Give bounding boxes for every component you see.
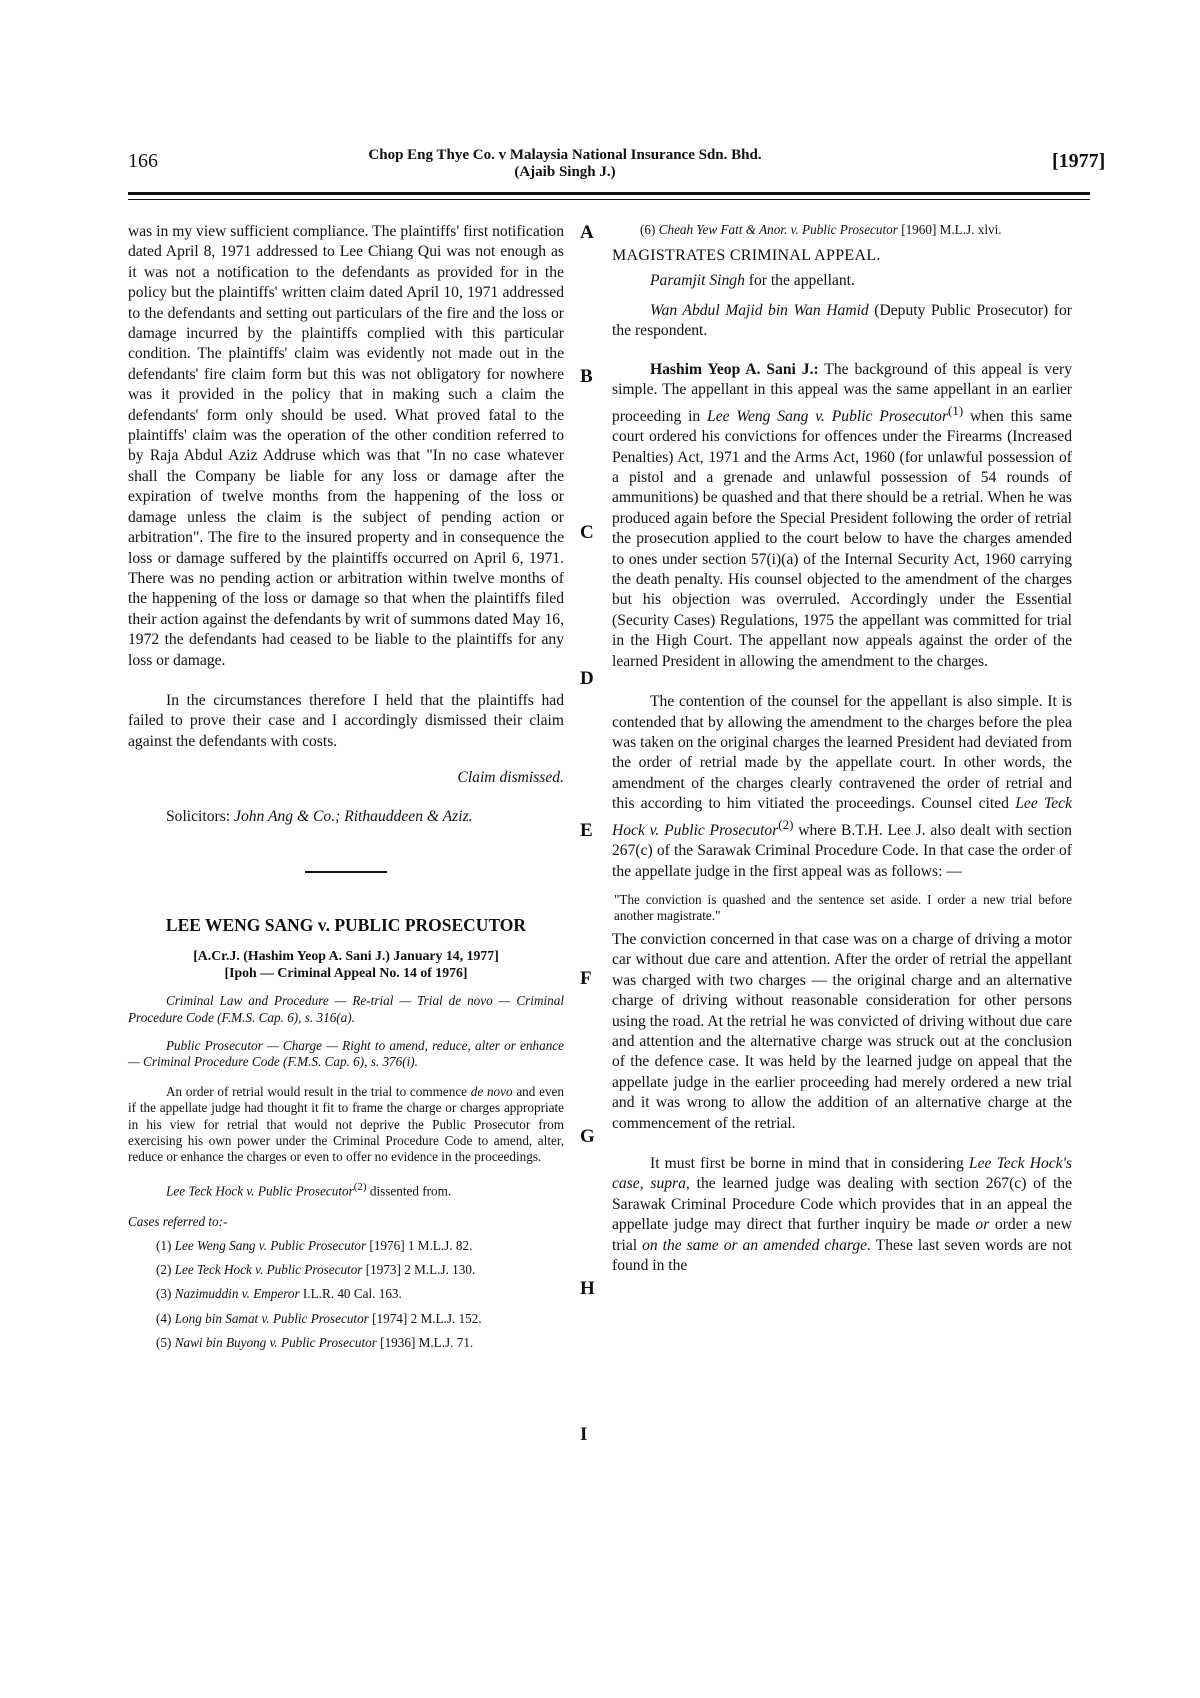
claim-dismissed: Claim dismissed.	[457, 769, 564, 787]
margin-letter-d: D	[580, 668, 594, 689]
counsel-respondent	[612, 301, 1072, 342]
list-item	[128, 1262, 564, 1278]
judgment-paragraph: In the circumstances therefore I held that the plaintiffs had failed to prove their case and I accordingly dismissed their claim against the defendants with costs.	[128, 691, 564, 750]
counsel-role: (Deputy Public Prosecutor) for the respondent.	[612, 302, 1072, 340]
case-name: Lee Teck Hock v. Public Prosecutor	[174, 1262, 363, 1278]
margin-letter-e: E	[580, 820, 593, 841]
dissent-case: Lee Teck Hock v. Public Prosecutor	[166, 1183, 354, 1199]
case-appeal-number: [Ipoh — Criminal Appeal No. 14 of 1976]	[224, 965, 468, 981]
case-name: Nawi bin Buyong v. Public Prosecutor	[174, 1334, 377, 1350]
case-number: (5)	[156, 1334, 172, 1350]
emphasis-phrase: on the same or an amended charge.	[642, 1236, 871, 1254]
running-head-line1: Chop Eng Thye Co. v Malaysia National Insurance Sdn. Bhd.	[368, 147, 762, 163]
dissent-line	[128, 1179, 564, 1200]
case-number: (4)	[156, 1310, 172, 1326]
list-item	[128, 1286, 564, 1302]
running-head-line2: (Ajaib Singh J.)	[514, 164, 616, 180]
cited-case: Lee Teck Hock's case, supra,	[612, 1155, 1072, 1193]
paragraph-text: These last seven words are not found in the	[612, 1236, 1072, 1275]
paragraph-text: when this same court ordered his convictions for offences under the Firearms (Increased Penalties) Act, 1971 and the Arms Act, 1960 (for unlawful possession of a pistol and a grenade and unlawful possession of 54 rounds of ammunitions) be quashed and that there should be a retrial. When he was produced again before the Special President following the order of retrial the prosecution applied to the court below to have the charges amended to ones under section 57(i)(a) of the Internal Security Act, 1960 carrying the death penalty. His counsel objected to the amendment of the charges but his objection was overruled. Accordingly under the Essential (Security Cases) Regulations, 1975 the appellant was committed for trial in the High Court. The appellant now appeals against the order of the learned President in allowing the amendment to the charges.	[612, 407, 1072, 670]
block-quote: "The conviction is quashed and the sentence set aside. I order a new trial before another magistrate."	[614, 891, 1072, 923]
margin-letter-c: C	[580, 522, 594, 543]
list-item	[128, 1238, 564, 1254]
judgment-paragraph	[612, 692, 1072, 882]
counsel-appellant	[612, 271, 1072, 291]
solicitors-label: Solicitors:	[166, 807, 231, 825]
case-title: LEE WENG SANG v. PUBLIC PROSECUTOR	[165, 914, 527, 935]
appeal-type-heading: MAGISTRATES CRIMINAL APPEAL.	[612, 247, 881, 265]
judgment-paragraph: The conviction concerned in that case was on a charge of driving a motor car without due care and attention. After the order of retrial the appellant was charged with two charges — the original charge and an alternative charge of driving without reasonable consideration for other persons using the road. At the retrial he was convicted of driving without due care and attention and the alternative charge was struck out at the conclusion of the defence case. It was held by the learned judge on appeal that the appellate judge in the earlier proceeding had merely ordered a new trial and it was wrong to allow the addition of an alternative charge at the commencement of the retrial.	[612, 930, 1072, 1132]
judge-name: Hashim Yeop A. Sani J.:	[650, 360, 819, 378]
judgment-paragraph: was in my view sufficient compliance. The plaintiffs' first notification dated April 8, 1971 addressed to Lee Chiang Qui was not enough as it was not a notification to the defendants as provided for in the policy but the plaintiffs' written claim dated April 10, 1971 addressed to the defendants and setting out particulars of the fire and the loss or damage incurred by the plaintiffs complied with this particular condition. The plaintiffs' claim was evidently not made out in the defendants' fire claim form but this was not obligatory for nowhere was it provided in the policy that in making such a claim the defendants' form only should be used. What proved fatal to the plaintiffs' claim was the operation of the other condition referred to by Raja Abdul Aziz Addruse which was that "In no case whatever shall the Company be liable for any loss or damage after the expiration of twelve months from the happening of the loss or damage unless the claim is the subject of pending action or arbitration". The fire to the insured property and in consequence the loss or damage suffered by the plaintiffs occurred on April 6, 1971. There was no pending action or arbitration within twelve months of the happening of the loss or damage so that when the plaintiffs filed their action against the defendants by writ of summons dated May 16, 1972 the defendants had ceased to be liable to the plaintiffs for any loss or damage.	[128, 223, 564, 669]
counsel-role: for the appellant.	[744, 271, 855, 289]
paragraph-text: the learned judge was dealing with section 267(c) of the Sarawak Criminal Procedure Code which provides that in an appeal the appellate judge may direct that further inquiry be made	[612, 1175, 1073, 1234]
margin-letter-b: B	[580, 366, 593, 387]
margin-letter-a: A	[580, 222, 594, 243]
left-column	[128, 222, 564, 1351]
case-citation: I.L.R. 40 Cal. 163.	[299, 1286, 402, 1302]
paragraph-text: order a new trial	[612, 1216, 1072, 1254]
solicitors-names: John Ang & Co.; Rithauddeen & Aziz.	[234, 807, 473, 825]
dissent-tail: dissented from.	[366, 1183, 452, 1199]
case-citation: [1973] 2 M.L.J. 130.	[362, 1262, 476, 1278]
page-number: 166	[128, 150, 158, 172]
case-citation: [1974] 2 M.L.J. 152.	[368, 1310, 482, 1326]
case-name: Nazimuddin v. Emperor	[174, 1286, 300, 1302]
header-rule-thick	[128, 192, 1090, 195]
cited-case: Lee Teck Hock v. Public Prosecutor	[612, 795, 1072, 839]
paragraph-text: The contention of the counsel for the appellant is also simple. It is contended that by allowing the amendment to the charges before the plea was taken on the original charges the learned President had deviated from the order of retrial made by the appellate court. In other words, the amendment of the charges clearly contravened the order of retrial and this according to him vitiated the proceedings. Counsel cited	[612, 693, 1073, 813]
judgment-paragraph	[612, 1154, 1072, 1276]
judgment-paragraph	[612, 360, 1072, 672]
summary-text: An order of retrial would result in the trial to commence	[166, 1084, 471, 1100]
volume-year: [1977]	[1052, 150, 1106, 172]
case-citation: [1960] M.L.J. xlvi.	[897, 222, 1002, 237]
margin-letter-g: G	[580, 1126, 595, 1147]
list-item	[612, 222, 1072, 238]
margin-letter-f: F	[580, 968, 592, 989]
headnote: Criminal Law and Procedure — Re-trial — Trial de novo — Criminal Procedure Code (F.M.S. Cap. 6), s. 316(a).	[128, 993, 564, 1025]
summary-de-novo: de novo	[470, 1084, 513, 1100]
margin-letter-i: I	[580, 1424, 588, 1445]
list-item	[128, 1311, 564, 1327]
case-number: (3)	[156, 1286, 172, 1302]
header-rule-thin	[128, 199, 1090, 200]
footnote-ref: (2)	[778, 816, 794, 832]
margin-letter-h: H	[580, 1278, 595, 1299]
case-name: Cheah Yew Fatt & Anor. v. Public Prosecutor	[658, 222, 898, 237]
case-number: (2)	[156, 1262, 172, 1278]
section-divider	[305, 871, 387, 873]
case-citation: [1976] 1 M.L.J. 82.	[366, 1238, 473, 1253]
case-summary	[128, 1084, 564, 1165]
counsel-name: Paramjit Singh	[650, 271, 745, 289]
cases-referred-label: Cases referred to:-	[128, 1213, 228, 1229]
emphasis-or: or	[975, 1216, 990, 1234]
counsel-name: Wan Abdul Majid bin Wan Hamid	[650, 302, 869, 320]
case-name: Lee Weng Sang v. Public Prosecutor	[174, 1238, 367, 1253]
case-name: Long bin Samat v. Public Prosecutor	[174, 1310, 369, 1326]
headnote: Public Prosecutor — Charge — Right to amend, reduce, alter or enhance — Criminal Procedure Code (F.M.S. Cap. 6), s. 376(i).	[128, 1037, 564, 1069]
running-head	[330, 147, 800, 181]
summary-text: and even if the appellate judge had thought it fit to frame the charge or charges appropriate in his view for retrial that would not deprive the Public Prosecutor from exercising his own power under the Criminal Procedure Code to amend, alter, reduce or enhance the charges or even to offer no evidence in the proceedings.	[128, 1084, 565, 1164]
case-citation: [1936] M.L.J. 71.	[376, 1334, 474, 1350]
paragraph-text: where B.T.H. Lee J. also dealt with section 267(c) of the Sarawak Criminal Procedure Code. In that case the order of the appellate judge in the first appeal was as follows: —	[612, 821, 1072, 880]
case-court: [A.Cr.J. (Hashim Yeop A. Sani J.) January 14, 1977]	[193, 948, 499, 964]
dissent-footnote: (2)	[353, 1181, 367, 1194]
cited-case: Lee Weng Sang v. Public Prosecutor	[707, 407, 949, 425]
solicitors-line	[128, 807, 564, 827]
case-number: (6)	[640, 222, 656, 237]
paragraph-text: The background of this appeal is very simple. The appellant in this appeal was the same appellant in an earlier proceeding in	[612, 360, 1072, 425]
right-column	[612, 222, 1072, 1276]
case-number: (1)	[156, 1238, 172, 1253]
paragraph-text: It must first be borne in mind that in considering	[650, 1155, 969, 1173]
list-item	[128, 1335, 564, 1351]
cases-list	[128, 1238, 564, 1351]
footnote-ref: (1)	[948, 402, 964, 418]
